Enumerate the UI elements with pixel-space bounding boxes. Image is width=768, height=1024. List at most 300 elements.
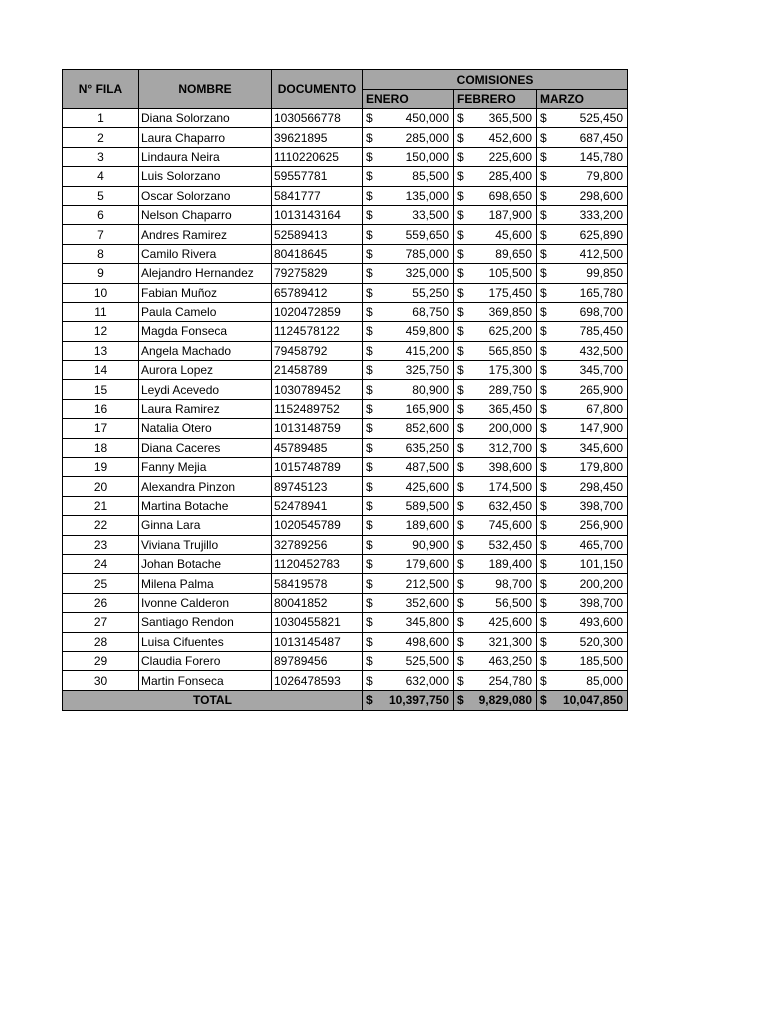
total-febrero-value: 9,829,080 — [478, 693, 532, 708]
row-enero — [363, 613, 454, 632]
row-number: 1 — [63, 109, 139, 128]
row-febrero — [454, 341, 537, 360]
row-febrero — [454, 593, 537, 612]
row-marzo — [537, 264, 628, 283]
row-number: 18 — [63, 438, 139, 457]
row-febrero — [454, 167, 537, 186]
currency-sign: $ — [366, 324, 373, 339]
row-number: 19 — [63, 458, 139, 477]
row-marzo — [537, 477, 628, 496]
currency-sign: $ — [457, 537, 464, 552]
currency-sign: $ — [366, 499, 373, 513]
row-documento: 1013143164 — [272, 205, 363, 224]
row-marzo-value: 185,500 — [579, 654, 623, 669]
row-documento: 1152489752 — [272, 399, 363, 418]
currency-sign: $ — [540, 499, 547, 513]
currency-sign: $ — [366, 634, 373, 649]
currency-sign: $ — [366, 382, 373, 397]
currency-sign: $ — [540, 343, 547, 358]
table-body — [63, 109, 628, 691]
row-febrero-value: 398,600 — [488, 460, 532, 475]
currency-sign: $ — [540, 421, 547, 436]
currency-sign: $ — [540, 654, 547, 669]
row-number: 6 — [63, 205, 139, 224]
currency-sign: $ — [540, 324, 547, 339]
row-number: 13 — [63, 341, 139, 360]
row-documento: 1030566778 — [272, 109, 363, 128]
row-febrero-value: 365,500 — [488, 111, 532, 126]
row-documento: 79275829 — [272, 264, 363, 283]
row-number: 12 — [63, 322, 139, 341]
row-name: Luis Solorzano — [139, 167, 272, 186]
total-label: TOTAL — [63, 690, 363, 710]
row-enero — [363, 632, 454, 651]
row-name: Oscar Solorzano — [139, 186, 272, 205]
currency-sign: $ — [366, 343, 373, 358]
row-name: Milena Palma — [139, 574, 272, 593]
row-enero-value: 635,250 — [405, 440, 449, 455]
table-row — [63, 399, 628, 418]
row-febrero-value: 289,750 — [488, 382, 532, 397]
currency-sign: $ — [540, 537, 547, 552]
row-documento: 1030789452 — [272, 380, 363, 399]
row-febrero-value: 189,400 — [488, 557, 532, 572]
table-row — [63, 671, 628, 690]
row-marzo-value: 687,450 — [579, 130, 623, 145]
row-documento: 1026478593 — [272, 671, 363, 690]
row-marzo-value: 200,200 — [579, 576, 623, 591]
row-name: Angela Machado — [139, 341, 272, 360]
row-marzo — [537, 574, 628, 593]
row-name: Claudia Forero — [139, 651, 272, 670]
row-marzo — [537, 554, 628, 573]
row-marzo-value: 99,850 — [586, 266, 623, 281]
row-documento: 1020545789 — [272, 516, 363, 535]
currency-sign: $ — [366, 693, 373, 708]
currency-sign: $ — [366, 421, 373, 436]
row-febrero — [454, 322, 537, 341]
row-enero — [363, 167, 454, 186]
currency-sign: $ — [366, 440, 373, 455]
row-febrero — [454, 632, 537, 651]
row-number: 27 — [63, 613, 139, 632]
currency-sign: $ — [457, 634, 464, 649]
row-enero-value: 55,250 — [412, 285, 449, 300]
currency-sign: $ — [366, 149, 373, 164]
table-row — [63, 147, 628, 166]
row-documento: 1110220625 — [272, 147, 363, 166]
currency-sign: $ — [457, 440, 464, 455]
currency-sign: $ — [540, 518, 547, 533]
row-marzo-value: 165,780 — [579, 285, 623, 300]
row-name: Diana Solorzano — [139, 109, 272, 128]
row-documento: 52589413 — [272, 225, 363, 244]
row-marzo-value: 256,900 — [579, 518, 623, 533]
row-enero — [363, 458, 454, 477]
row-enero — [363, 671, 454, 690]
row-marzo — [537, 244, 628, 263]
row-name: Nelson Chaparro — [139, 205, 272, 224]
row-marzo-value: 179,800 — [579, 460, 623, 475]
header-comisiones: COMISIONES — [363, 70, 628, 90]
row-enero-value: 135,000 — [405, 188, 449, 203]
row-documento: 65789412 — [272, 283, 363, 302]
row-number: 10 — [63, 283, 139, 302]
row-marzo-value: 525,450 — [579, 111, 623, 126]
row-documento: 1120452783 — [272, 554, 363, 573]
currency-sign: $ — [366, 266, 373, 281]
table-row — [63, 477, 628, 496]
header-febrero: FEBRERO — [454, 90, 537, 109]
row-enero — [363, 225, 454, 244]
table-row — [63, 167, 628, 186]
total-marzo-value: 10,047,850 — [562, 693, 623, 708]
row-documento: 21458789 — [272, 361, 363, 380]
row-febrero-value: 369,850 — [488, 305, 532, 320]
row-marzo — [537, 419, 628, 438]
row-febrero — [454, 186, 537, 205]
table-row — [63, 535, 628, 554]
row-febrero-value: 463,250 — [488, 654, 532, 669]
row-enero — [363, 322, 454, 341]
table-row — [63, 419, 628, 438]
row-febrero-value: 365,450 — [488, 402, 532, 417]
commissions-table — [62, 69, 628, 711]
row-enero — [363, 109, 454, 128]
row-febrero — [454, 477, 537, 496]
row-documento: 89745123 — [272, 477, 363, 496]
currency-sign: $ — [366, 285, 373, 300]
currency-sign: $ — [457, 479, 464, 494]
row-enero-value: 325,000 — [405, 266, 449, 281]
row-enero-value: 325,750 — [405, 363, 449, 378]
row-febrero — [454, 613, 537, 632]
row-enero — [363, 516, 454, 535]
row-marzo-value: 520,300 — [579, 634, 623, 649]
row-marzo — [537, 613, 628, 632]
row-marzo-value: 625,890 — [579, 227, 623, 242]
table-row — [63, 632, 628, 651]
currency-sign: $ — [457, 460, 464, 475]
row-enero-value: 165,900 — [405, 402, 449, 417]
row-documento: 1013148759 — [272, 419, 363, 438]
currency-sign: $ — [457, 266, 464, 281]
currency-sign: $ — [540, 595, 547, 610]
row-name: Alejandro Hernandez — [139, 264, 272, 283]
row-number: 2 — [63, 128, 139, 147]
row-enero — [363, 535, 454, 554]
currency-sign: $ — [540, 460, 547, 475]
row-name: Magda Fonseca — [139, 322, 272, 341]
currency-sign: $ — [540, 440, 547, 455]
row-marzo — [537, 380, 628, 399]
row-enero — [363, 283, 454, 302]
table-row — [63, 574, 628, 593]
row-enero-value: 425,600 — [405, 479, 449, 494]
currency-sign: $ — [540, 169, 547, 184]
row-febrero-value: 452,600 — [488, 130, 532, 145]
row-number: 7 — [63, 225, 139, 244]
row-marzo-value: 298,600 — [579, 188, 623, 203]
row-febrero — [454, 458, 537, 477]
currency-sign: $ — [540, 673, 547, 688]
currency-sign: $ — [540, 615, 547, 630]
table-row — [63, 554, 628, 573]
currency-sign: $ — [457, 595, 464, 610]
currency-sign: $ — [366, 246, 373, 261]
row-number: 26 — [63, 593, 139, 612]
table-row — [63, 109, 628, 128]
row-number: 11 — [63, 302, 139, 321]
currency-sign: $ — [540, 188, 547, 203]
row-febrero — [454, 671, 537, 690]
row-number: 24 — [63, 554, 139, 573]
row-febrero-value: 532,450 — [488, 537, 532, 552]
total-marzo — [537, 690, 628, 710]
row-enero-value: 179,600 — [405, 557, 449, 572]
row-marzo — [537, 496, 628, 515]
row-enero-value: 85,500 — [412, 169, 449, 184]
currency-sign: $ — [457, 343, 464, 358]
row-marzo — [537, 438, 628, 457]
currency-sign: $ — [457, 188, 464, 203]
row-enero-value: 33,500 — [412, 208, 449, 223]
row-enero-value: 352,600 — [405, 595, 449, 610]
row-number: 25 — [63, 574, 139, 593]
currency-sign: $ — [457, 227, 464, 242]
row-marzo-value: 101,150 — [579, 557, 623, 572]
row-marzo-value: 147,900 — [579, 421, 623, 436]
header-enero: ENERO — [363, 90, 454, 109]
row-name: Diana Caceres — [139, 438, 272, 457]
row-name: Fanny Mejia — [139, 458, 272, 477]
table-row — [63, 380, 628, 399]
row-febrero — [454, 438, 537, 457]
currency-sign: $ — [366, 615, 373, 630]
currency-sign: $ — [540, 557, 547, 572]
currency-sign: $ — [457, 382, 464, 397]
row-febrero-value: 321,300 — [488, 634, 532, 649]
row-marzo-value: 412,500 — [579, 246, 623, 261]
row-enero-value: 459,800 — [405, 324, 449, 339]
row-febrero — [454, 574, 537, 593]
row-name: Martina Botache — [139, 496, 272, 515]
row-enero-value: 189,600 — [405, 518, 449, 533]
currency-sign: $ — [540, 208, 547, 223]
table-row — [63, 322, 628, 341]
currency-sign: $ — [457, 499, 464, 513]
currency-sign: $ — [540, 111, 547, 126]
row-name: Johan Botache — [139, 554, 272, 573]
total-enero — [363, 690, 454, 710]
row-febrero — [454, 264, 537, 283]
row-marzo-value: 698,700 — [579, 305, 623, 320]
row-febrero-value: 565,850 — [488, 343, 532, 358]
currency-sign: $ — [540, 305, 547, 320]
row-number: 9 — [63, 264, 139, 283]
currency-sign: $ — [366, 111, 373, 126]
currency-sign: $ — [457, 673, 464, 688]
row-enero — [363, 361, 454, 380]
currency-sign: $ — [366, 305, 373, 320]
row-marzo-value: 398,700 — [579, 499, 623, 513]
currency-sign: $ — [540, 693, 547, 708]
row-number: 20 — [63, 477, 139, 496]
currency-sign: $ — [540, 363, 547, 378]
row-number: 4 — [63, 167, 139, 186]
currency-sign: $ — [457, 615, 464, 630]
currency-sign: $ — [366, 654, 373, 669]
row-marzo-value: 67,800 — [586, 402, 623, 417]
currency-sign: $ — [457, 324, 464, 339]
row-febrero-value: 285,400 — [488, 169, 532, 184]
row-febrero-value: 98,700 — [495, 576, 532, 591]
row-name: Andres Ramirez — [139, 225, 272, 244]
row-enero-value: 68,750 — [412, 305, 449, 320]
row-marzo — [537, 671, 628, 690]
total-enero-value: 10,397,750 — [388, 693, 449, 708]
row-documento: 58419578 — [272, 574, 363, 593]
row-marzo — [537, 535, 628, 554]
row-marzo — [537, 458, 628, 477]
table-row — [63, 302, 628, 321]
row-marzo-value: 493,600 — [579, 615, 623, 630]
currency-sign: $ — [457, 518, 464, 533]
row-febrero-value: 175,450 — [488, 285, 532, 300]
row-name: Leydi Acevedo — [139, 380, 272, 399]
currency-sign: $ — [366, 227, 373, 242]
currency-sign: $ — [366, 188, 373, 203]
row-name: Ginna Lara — [139, 516, 272, 535]
row-name: Aurora Lopez — [139, 361, 272, 380]
row-documento: 39621895 — [272, 128, 363, 147]
row-febrero — [454, 109, 537, 128]
row-documento: 80418645 — [272, 244, 363, 263]
row-febrero-value: 625,200 — [488, 324, 532, 339]
table-row — [63, 361, 628, 380]
row-febrero — [454, 496, 537, 515]
row-documento: 59557781 — [272, 167, 363, 186]
row-febrero-value: 105,500 — [488, 266, 532, 281]
table-row — [63, 593, 628, 612]
currency-sign: $ — [457, 693, 464, 708]
row-name: Lindaura Neira — [139, 147, 272, 166]
row-number: 15 — [63, 380, 139, 399]
row-marzo — [537, 205, 628, 224]
row-number: 5 — [63, 186, 139, 205]
row-febrero-value: 175,300 — [488, 363, 532, 378]
total-febrero — [454, 690, 537, 710]
row-name: Viviana Trujillo — [139, 535, 272, 554]
row-enero-value: 785,000 — [405, 246, 449, 261]
row-enero — [363, 419, 454, 438]
currency-sign: $ — [366, 169, 373, 184]
currency-sign: $ — [366, 557, 373, 572]
row-febrero-value: 425,600 — [488, 615, 532, 630]
row-marzo-value: 85,000 — [586, 673, 623, 688]
currency-sign: $ — [540, 479, 547, 494]
currency-sign: $ — [366, 460, 373, 475]
row-documento: 52478941 — [272, 496, 363, 515]
currency-sign: $ — [366, 402, 373, 417]
row-name: Santiago Rendon — [139, 613, 272, 632]
currency-sign: $ — [540, 576, 547, 591]
row-febrero — [454, 516, 537, 535]
row-febrero-value: 698,650 — [488, 188, 532, 203]
currency-sign: $ — [540, 130, 547, 145]
row-documento: 45789485 — [272, 438, 363, 457]
row-enero-value: 345,800 — [405, 615, 449, 630]
currency-sign: $ — [457, 305, 464, 320]
currency-sign: $ — [366, 479, 373, 494]
row-documento: 1030455821 — [272, 613, 363, 632]
row-febrero — [454, 535, 537, 554]
table-row — [63, 264, 628, 283]
row-enero-value: 589,500 — [405, 499, 449, 513]
row-enero — [363, 244, 454, 263]
row-documento: 1015748789 — [272, 458, 363, 477]
table-row — [63, 438, 628, 457]
row-enero-value: 632,000 — [405, 673, 449, 688]
row-febrero — [454, 651, 537, 670]
row-documento: 5841777 — [272, 186, 363, 205]
row-marzo-value: 345,700 — [579, 363, 623, 378]
row-enero — [363, 264, 454, 283]
row-marzo — [537, 302, 628, 321]
row-febrero — [454, 380, 537, 399]
table-row — [63, 244, 628, 263]
currency-sign: $ — [457, 111, 464, 126]
row-name: Ivonne Calderon — [139, 593, 272, 612]
row-documento: 1124578122 — [272, 322, 363, 341]
row-number: 30 — [63, 671, 139, 690]
table-row — [63, 128, 628, 147]
currency-sign: $ — [457, 363, 464, 378]
row-febrero-value: 187,900 — [488, 208, 532, 223]
currency-sign: $ — [457, 402, 464, 417]
row-marzo-value: 785,450 — [579, 324, 623, 339]
row-enero-value: 559,650 — [405, 227, 449, 242]
currency-sign: $ — [540, 227, 547, 242]
row-febrero — [454, 128, 537, 147]
currency-sign: $ — [366, 363, 373, 378]
currency-sign: $ — [366, 130, 373, 145]
table-row — [63, 186, 628, 205]
table-row — [63, 496, 628, 515]
row-enero — [363, 554, 454, 573]
header-marzo: MARZO — [537, 90, 628, 109]
currency-sign: $ — [540, 402, 547, 417]
currency-sign: $ — [457, 149, 464, 164]
currency-sign: $ — [457, 557, 464, 572]
row-marzo — [537, 225, 628, 244]
currency-sign: $ — [457, 421, 464, 436]
row-enero-value: 487,500 — [405, 460, 449, 475]
currency-sign: $ — [457, 654, 464, 669]
row-name: Fabian Muñoz — [139, 283, 272, 302]
row-enero-value: 150,000 — [405, 149, 449, 164]
row-enero-value: 90,900 — [412, 537, 449, 552]
row-marzo — [537, 322, 628, 341]
row-enero-value: 525,500 — [405, 654, 449, 669]
row-enero — [363, 399, 454, 418]
row-marzo — [537, 109, 628, 128]
row-marzo — [537, 341, 628, 360]
row-documento: 79458792 — [272, 341, 363, 360]
row-name: Camilo Rivera — [139, 244, 272, 263]
table-row — [63, 341, 628, 360]
row-febrero — [454, 302, 537, 321]
